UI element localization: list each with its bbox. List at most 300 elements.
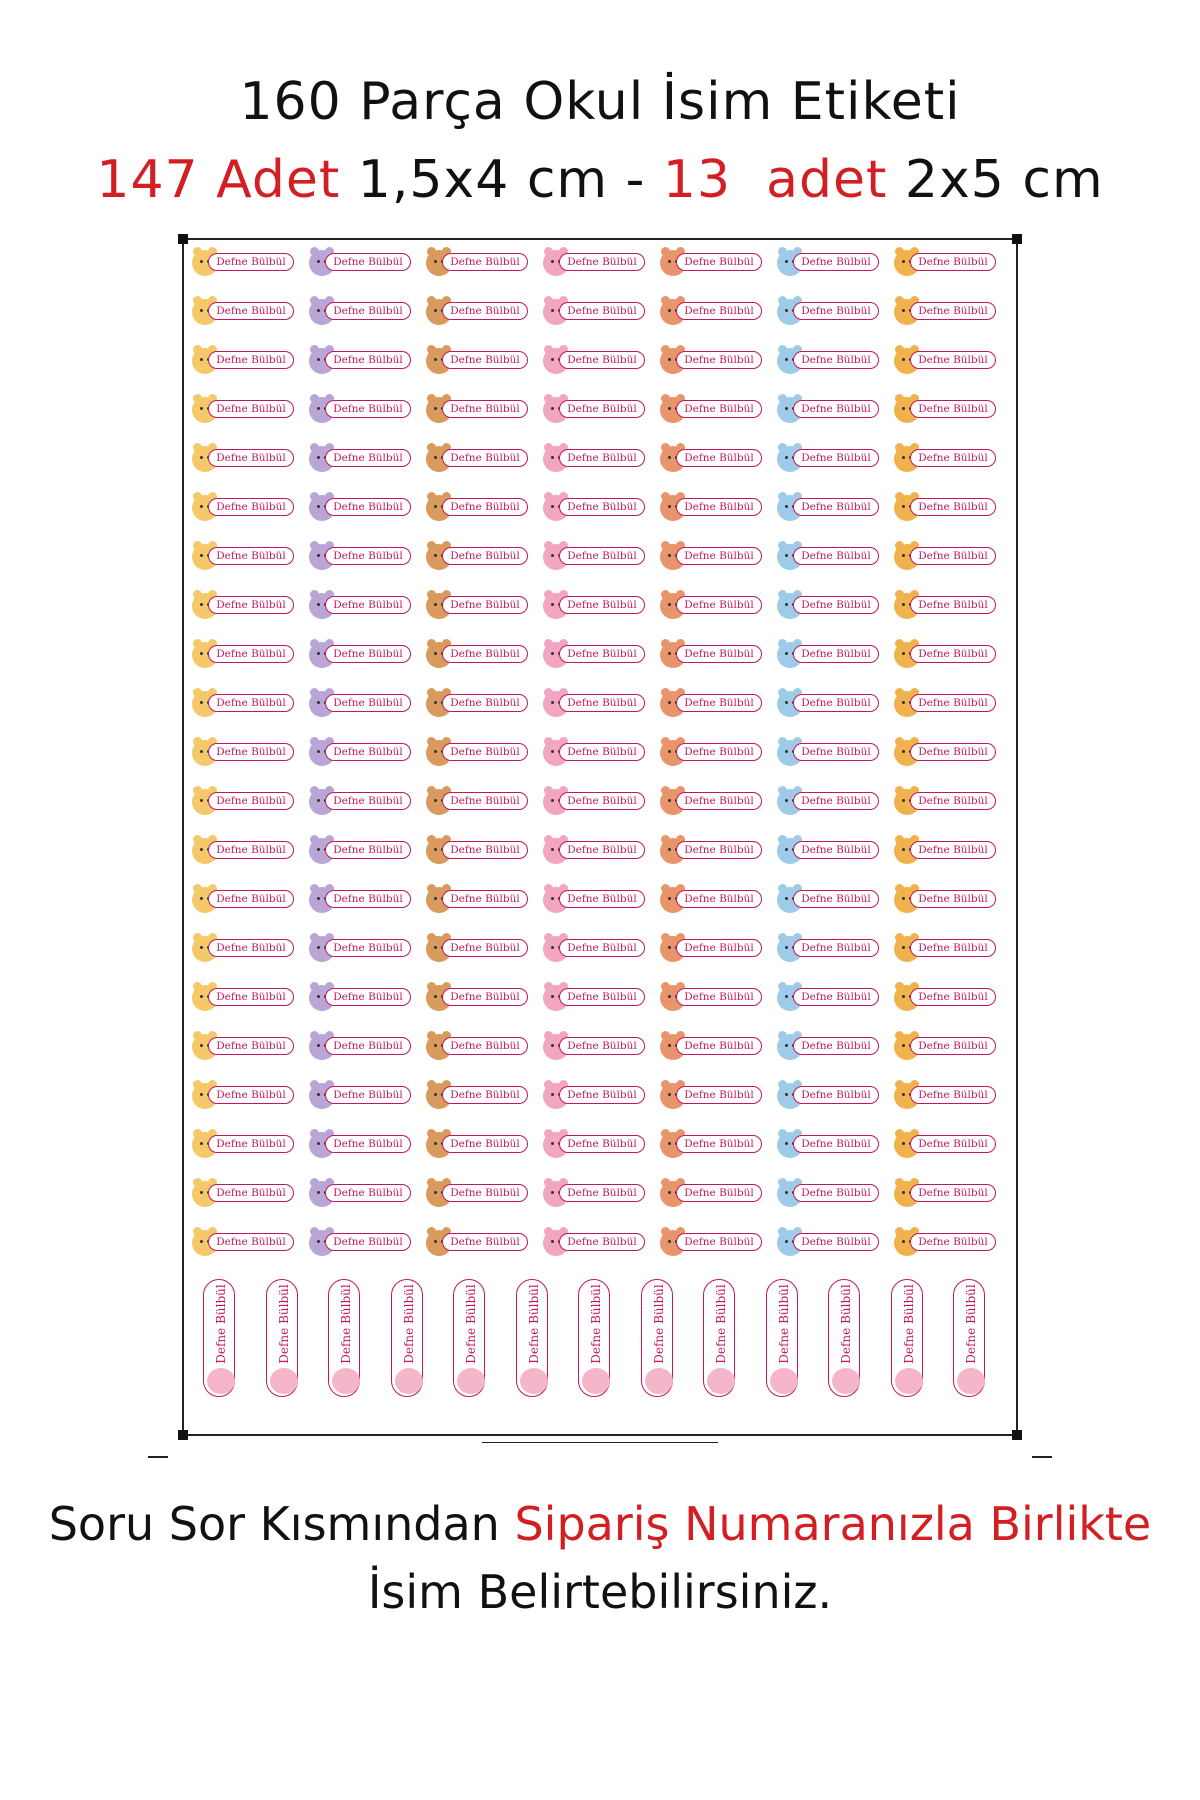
- name-tag: [676, 1135, 762, 1153]
- name-text: Defne Bülbül: [216, 648, 286, 660]
- name-tag: [559, 498, 645, 516]
- name-label: [894, 1032, 998, 1060]
- vertical-name-label: [952, 1279, 986, 1403]
- name-label: [660, 640, 764, 668]
- name-label: [777, 444, 881, 472]
- name-text: Defne Bülbül: [801, 550, 871, 562]
- vertical-tag: [203, 1279, 235, 1397]
- name-text: Defne Bülbül: [333, 599, 403, 611]
- name-text: Defne Bülbül: [684, 403, 754, 415]
- name-label: [777, 297, 881, 325]
- name-label: [309, 297, 413, 325]
- name-tag: [559, 1184, 645, 1202]
- name-tag: [208, 841, 294, 859]
- name-text: Defne Bülbül: [801, 403, 871, 415]
- name-label: [192, 1081, 296, 1109]
- name-text: Defne Bülbül: [216, 1187, 286, 1199]
- name-tag: [559, 1037, 645, 1055]
- name-label: [426, 1081, 530, 1109]
- name-label: [894, 787, 998, 815]
- name-text: Defne Bülbül: [801, 599, 871, 611]
- name-tag: [676, 645, 762, 663]
- name-text: Defne Bülbül: [450, 1089, 520, 1101]
- name-text: Defne Bülbül: [918, 697, 988, 709]
- name-tag: [559, 939, 645, 957]
- vertical-name-text: Defne Bülbül: [526, 1284, 541, 1364]
- name-tag: [325, 694, 411, 712]
- vertical-name-label: [327, 1279, 361, 1403]
- name-text: Defne Bülbül: [567, 795, 637, 807]
- name-text: Defne Bülbül: [216, 844, 286, 856]
- name-text: Defne Bülbül: [333, 697, 403, 709]
- name-text: Defne Bülbül: [567, 844, 637, 856]
- name-text: Defne Bülbül: [333, 1089, 403, 1101]
- name-tag: [910, 939, 996, 957]
- name-text: Defne Bülbül: [801, 893, 871, 905]
- name-tag: [793, 449, 879, 467]
- name-text: Defne Bülbül: [216, 942, 286, 954]
- vertical-tag: [328, 1279, 360, 1397]
- name-label: [894, 542, 998, 570]
- name-text: Defne Bülbül: [333, 942, 403, 954]
- name-tag: [559, 792, 645, 810]
- name-label: [660, 885, 764, 913]
- name-text: Defne Bülbül: [801, 256, 871, 268]
- name-tag: [676, 449, 762, 467]
- name-tag: [793, 1135, 879, 1153]
- name-tag: [559, 302, 645, 320]
- name-text: Defne Bülbül: [450, 354, 520, 366]
- name-label: [543, 1032, 647, 1060]
- name-label: [192, 983, 296, 1011]
- name-text: Defne Bülbül: [450, 256, 520, 268]
- vertical-tag: [703, 1279, 735, 1397]
- name-text: Defne Bülbül: [801, 1040, 871, 1052]
- name-label: [777, 1228, 881, 1256]
- bunny-icon: [270, 1368, 298, 1394]
- name-tag: [208, 1086, 294, 1104]
- name-label: [660, 787, 764, 815]
- name-tag: [676, 841, 762, 859]
- name-label: [660, 1179, 764, 1207]
- large-label-size: 2x5 cm: [904, 150, 1104, 210]
- name-tag: [442, 1037, 528, 1055]
- name-tag: [325, 547, 411, 565]
- name-label: [309, 591, 413, 619]
- name-label: [192, 297, 296, 325]
- name-tag: [559, 449, 645, 467]
- name-label: [426, 836, 530, 864]
- name-label: [660, 1130, 764, 1158]
- name-text: Defne Bülbül: [333, 844, 403, 856]
- name-label: [309, 983, 413, 1011]
- name-text: Defne Bülbül: [567, 256, 637, 268]
- name-text: Defne Bülbül: [684, 1040, 754, 1052]
- vertical-tag: [766, 1279, 798, 1397]
- vertical-tag: [828, 1279, 860, 1397]
- name-text: Defne Bülbül: [918, 1040, 988, 1052]
- name-label: [192, 493, 296, 521]
- name-text: Defne Bülbül: [684, 1236, 754, 1248]
- name-tag: [442, 792, 528, 810]
- name-text: Defne Bülbül: [567, 991, 637, 1003]
- name-tag: [325, 1135, 411, 1153]
- name-text: Defne Bülbül: [216, 795, 286, 807]
- name-text: Defne Bülbül: [684, 893, 754, 905]
- name-text: Defne Bülbül: [450, 991, 520, 1003]
- name-label: [192, 542, 296, 570]
- name-text: Defne Bülbül: [801, 746, 871, 758]
- name-tag: [208, 302, 294, 320]
- name-label: [777, 248, 881, 276]
- name-label: [426, 444, 530, 472]
- large-label-count: 13: [662, 150, 732, 210]
- name-label: [543, 542, 647, 570]
- name-text: Defne Bülbül: [333, 893, 403, 905]
- name-tag: [676, 253, 762, 271]
- name-text: Defne Bülbül: [918, 942, 988, 954]
- vertical-name-text: Defne Bülbül: [651, 1284, 666, 1364]
- name-tag: [325, 1037, 411, 1055]
- name-tag: [910, 841, 996, 859]
- name-label: [660, 542, 764, 570]
- vertical-name-label: [577, 1279, 611, 1403]
- name-text: Defne Bülbül: [684, 648, 754, 660]
- vertical-name-text: Defne Bülbül: [839, 1284, 853, 1364]
- name-label: [192, 1130, 296, 1158]
- name-tag: [676, 694, 762, 712]
- name-label: [660, 689, 764, 717]
- large-label-unit: adet: [766, 150, 888, 210]
- name-tag: [676, 1233, 762, 1251]
- bunny-icon: [895, 1368, 923, 1394]
- name-tag: [910, 449, 996, 467]
- name-tag: [910, 596, 996, 614]
- name-text: Defne Bülbül: [567, 746, 637, 758]
- name-tag: [559, 890, 645, 908]
- name-label: [309, 395, 413, 423]
- name-tag: [910, 743, 996, 761]
- name-text: Defne Bülbül: [801, 795, 871, 807]
- name-text: Defne Bülbül: [918, 403, 988, 415]
- name-text: Defne Bülbül: [333, 648, 403, 660]
- name-text: Defne Bülbül: [918, 1138, 988, 1150]
- name-tag: [676, 890, 762, 908]
- name-tag: [676, 792, 762, 810]
- name-label: [192, 738, 296, 766]
- name-label: [777, 983, 881, 1011]
- vertical-name-label: [890, 1279, 924, 1403]
- name-label: [192, 346, 296, 374]
- name-label: [192, 248, 296, 276]
- name-label: [309, 689, 413, 717]
- vertical-tag: [516, 1279, 548, 1397]
- name-text: Defne Bülbül: [918, 648, 988, 660]
- name-label: [426, 787, 530, 815]
- name-text: Defne Bülbül: [567, 1236, 637, 1248]
- separator: -: [625, 150, 646, 210]
- name-label: [543, 1179, 647, 1207]
- instruction-highlight: Sipariş Numaranızla Birlikte: [514, 1497, 1152, 1551]
- name-tag: [793, 1086, 879, 1104]
- name-text: Defne Bülbül: [567, 1040, 637, 1052]
- name-tag: [325, 498, 411, 516]
- name-tag: [559, 253, 645, 271]
- name-tag: [208, 547, 294, 565]
- name-tag: [793, 988, 879, 1006]
- name-tag: [910, 1037, 996, 1055]
- name-label: [309, 346, 413, 374]
- name-tag: [559, 1233, 645, 1251]
- name-tag: [325, 890, 411, 908]
- name-text: Defne Bülbül: [918, 893, 988, 905]
- name-tag: [208, 988, 294, 1006]
- name-text: Defne Bülbül: [801, 1138, 871, 1150]
- name-tag: [910, 1135, 996, 1153]
- name-tag: [325, 596, 411, 614]
- vertical-tag: [891, 1279, 923, 1397]
- small-label-count: 147: [96, 150, 199, 210]
- name-text: Defne Bülbül: [333, 1187, 403, 1199]
- name-tag: [559, 1086, 645, 1104]
- name-label: [543, 1130, 647, 1158]
- name-label: [543, 346, 647, 374]
- name-text: Defne Bülbül: [567, 550, 637, 562]
- name-tag: [793, 792, 879, 810]
- name-label: [894, 297, 998, 325]
- name-text: Defne Bülbül: [567, 354, 637, 366]
- name-text: Defne Bülbül: [450, 305, 520, 317]
- name-label: [894, 1179, 998, 1207]
- small-label-size: 1,5x4 cm: [357, 150, 609, 210]
- name-text: Defne Bülbül: [684, 991, 754, 1003]
- name-tag: [442, 841, 528, 859]
- name-text: Defne Bülbül: [567, 648, 637, 660]
- name-tag: [793, 841, 879, 859]
- name-label: [192, 787, 296, 815]
- name-label: [426, 493, 530, 521]
- name-label: [777, 1032, 881, 1060]
- vertical-name-text: Defne Bülbül: [464, 1284, 478, 1364]
- name-label: [426, 1228, 530, 1256]
- vertical-name-text: Defne Bülbül: [714, 1284, 728, 1364]
- name-label: [192, 1032, 296, 1060]
- name-text: Defne Bülbül: [450, 1040, 520, 1052]
- name-tag: [793, 1184, 879, 1202]
- name-label: [543, 983, 647, 1011]
- name-tag: [559, 841, 645, 859]
- name-text: Defne Bülbül: [216, 746, 286, 758]
- sheet-bottom-edge: [182, 1434, 1018, 1436]
- name-tag: [559, 547, 645, 565]
- sheet-right-edge: [1016, 238, 1018, 1436]
- name-tag: [442, 743, 528, 761]
- name-tag: [793, 890, 879, 908]
- name-tag: [442, 890, 528, 908]
- name-label: [777, 1130, 881, 1158]
- name-text: Defne Bülbül: [450, 1138, 520, 1150]
- name-text: Defne Bülbül: [918, 305, 988, 317]
- name-tag: [910, 547, 996, 565]
- name-tag: [208, 400, 294, 418]
- name-label: [894, 444, 998, 472]
- name-text: Defne Bülbül: [216, 354, 286, 366]
- name-tag: [676, 302, 762, 320]
- name-label: [894, 640, 998, 668]
- bunny-icon: [957, 1368, 985, 1394]
- trim-mark: [1032, 1456, 1052, 1458]
- name-label: [543, 493, 647, 521]
- vertical-tag: [953, 1279, 985, 1397]
- name-label: [660, 1081, 764, 1109]
- name-tag: [676, 743, 762, 761]
- name-tag: [208, 939, 294, 957]
- name-tag: [793, 400, 879, 418]
- vertical-tag: [453, 1279, 485, 1397]
- name-text: Defne Bülbül: [801, 991, 871, 1003]
- name-text: Defne Bülbül: [918, 991, 988, 1003]
- vertical-name-label: [765, 1279, 799, 1403]
- name-tag: [676, 988, 762, 1006]
- name-label: [309, 836, 413, 864]
- name-text: Defne Bülbül: [567, 1187, 637, 1199]
- name-text: Defne Bülbül: [333, 452, 403, 464]
- name-text: Defne Bülbül: [450, 1236, 520, 1248]
- name-label: [660, 346, 764, 374]
- name-tag: [208, 498, 294, 516]
- name-tag: [559, 351, 645, 369]
- name-tag: [325, 400, 411, 418]
- name-label: [426, 1179, 530, 1207]
- name-label: [426, 1130, 530, 1158]
- vertical-name-label: [452, 1279, 486, 1403]
- vertical-name-text: Defne Bülbül: [214, 1284, 228, 1364]
- name-label: [426, 542, 530, 570]
- name-label: [309, 1032, 413, 1060]
- name-text: Defne Bülbül: [801, 942, 871, 954]
- name-label: [777, 591, 881, 619]
- name-label: [894, 934, 998, 962]
- name-tag: [559, 400, 645, 418]
- name-label: [192, 885, 296, 913]
- name-label: [309, 1228, 413, 1256]
- name-text: Defne Bülbül: [450, 942, 520, 954]
- name-tag: [442, 1135, 528, 1153]
- name-tag: [208, 1135, 294, 1153]
- name-text: Defne Bülbül: [333, 403, 403, 415]
- vertical-name-text: Defne Bülbül: [776, 1284, 791, 1364]
- bunny-icon: [457, 1368, 485, 1394]
- sheet-top-edge: [182, 238, 1018, 240]
- name-tag: [793, 743, 879, 761]
- name-label: [309, 1130, 413, 1158]
- name-label: [426, 395, 530, 423]
- name-label: [777, 1081, 881, 1109]
- name-label: [309, 493, 413, 521]
- name-tag: [676, 939, 762, 957]
- name-text: Defne Bülbül: [333, 501, 403, 513]
- name-text: Defne Bülbül: [684, 942, 754, 954]
- name-label: [894, 689, 998, 717]
- name-text: Defne Bülbül: [333, 1236, 403, 1248]
- name-tag: [208, 1184, 294, 1202]
- name-text: Defne Bülbül: [216, 1236, 286, 1248]
- name-tag: [208, 253, 294, 271]
- corner-marker: [178, 1430, 188, 1440]
- name-tag: [208, 1037, 294, 1055]
- name-tag: [442, 547, 528, 565]
- name-label: [660, 1228, 764, 1256]
- name-label: [543, 297, 647, 325]
- name-text: Defne Bülbül: [918, 795, 988, 807]
- name-label: [192, 444, 296, 472]
- name-tag: [442, 988, 528, 1006]
- name-label: [543, 395, 647, 423]
- name-label: [777, 395, 881, 423]
- name-tag: [325, 1184, 411, 1202]
- name-text: Defne Bülbül: [216, 501, 286, 513]
- name-label: [894, 738, 998, 766]
- vertical-name-label: [640, 1279, 674, 1403]
- name-text: Defne Bülbül: [684, 452, 754, 464]
- name-text: Defne Bülbül: [801, 1187, 871, 1199]
- name-tag: [325, 743, 411, 761]
- name-text: Defne Bülbül: [918, 501, 988, 513]
- bunny-icon: [770, 1368, 798, 1394]
- name-text: Defne Bülbül: [216, 1089, 286, 1101]
- vertical-tag: [578, 1279, 610, 1397]
- name-tag: [676, 1037, 762, 1055]
- name-tag: [793, 547, 879, 565]
- name-text: Defne Bülbül: [801, 844, 871, 856]
- name-label: [543, 248, 647, 276]
- name-tag: [442, 645, 528, 663]
- name-label: [426, 640, 530, 668]
- name-tag: [910, 792, 996, 810]
- name-label: [192, 591, 296, 619]
- name-text: Defne Bülbül: [216, 893, 286, 905]
- name-text: Defne Bülbül: [450, 648, 520, 660]
- name-text: Defne Bülbül: [216, 1138, 286, 1150]
- name-text: Defne Bülbül: [801, 1089, 871, 1101]
- name-text: Defne Bülbül: [684, 1089, 754, 1101]
- name-text: Defne Bülbül: [567, 501, 637, 513]
- name-tag: [676, 351, 762, 369]
- instruction-line-1: [0, 1496, 1200, 1552]
- name-tag: [208, 694, 294, 712]
- name-tag: [910, 1233, 996, 1251]
- name-tag: [325, 645, 411, 663]
- name-text: Defne Bülbül: [567, 1138, 637, 1150]
- name-label: [192, 640, 296, 668]
- name-tag: [793, 498, 879, 516]
- sheet-left-edge: [182, 238, 184, 1436]
- name-tag: [676, 498, 762, 516]
- name-text: Defne Bülbül: [918, 452, 988, 464]
- name-label: [192, 1179, 296, 1207]
- name-text: Defne Bülbül: [216, 452, 286, 464]
- bunny-icon: [582, 1368, 610, 1394]
- name-text: Defne Bülbül: [918, 1187, 988, 1199]
- name-tag: [910, 645, 996, 663]
- name-text: Defne Bülbül: [450, 599, 520, 611]
- name-text: Defne Bülbül: [567, 1089, 637, 1101]
- corner-marker: [1012, 234, 1022, 244]
- name-text: Defne Bülbül: [801, 354, 871, 366]
- name-label: [660, 297, 764, 325]
- name-text: Defne Bülbül: [918, 1089, 988, 1101]
- name-text: Defne Bülbül: [450, 550, 520, 562]
